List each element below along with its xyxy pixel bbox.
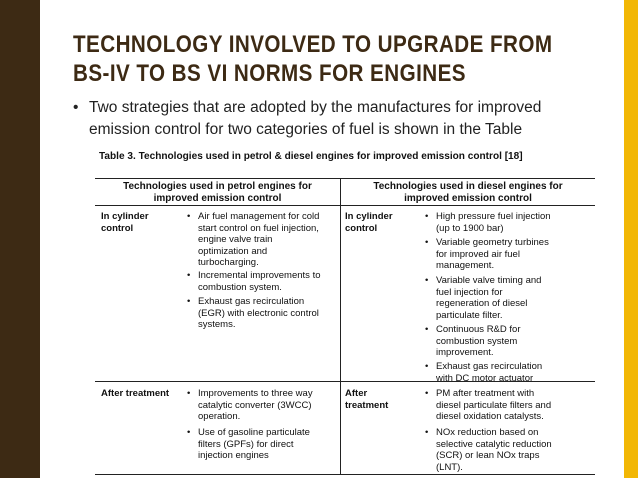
item-line: combustion system. xyxy=(198,281,282,293)
item-line: Improvements to three way xyxy=(198,388,313,399)
item-line: (SCR) or lean NOx traps xyxy=(436,450,540,461)
list-item xyxy=(425,427,593,473)
item-line: Continuous R&D for xyxy=(436,324,521,335)
item-line: (up to 1900 bar) xyxy=(436,222,504,234)
item-line: catalytic converter (3WCC) xyxy=(198,399,312,411)
header-diesel-line-1: Technologies used in diesel engines for xyxy=(373,181,563,192)
left-decorative-band xyxy=(0,0,40,478)
header-petrol xyxy=(95,181,340,205)
slide-title-line-1: TECHNOLOGY INVOLVED TO UPGRADE FROM xyxy=(73,31,553,58)
category-text: In cylinder xyxy=(101,211,149,222)
item-line: Incremental improvements to xyxy=(198,270,321,281)
bullet-text: Two strategies that are adopted by the manufactures for improved emission control for two categories of fuel is shown in the Table xyxy=(89,99,542,138)
item-bullet: • xyxy=(187,270,191,281)
item-line: Variable geometry turbines xyxy=(436,237,549,248)
category-text: After xyxy=(345,388,368,399)
item-line: (LNT). xyxy=(436,461,463,473)
category-petrol-after-treatment xyxy=(101,388,169,400)
item-line: engine valve train xyxy=(198,234,273,245)
item-line: diesel particulate filters and xyxy=(436,399,552,411)
category-text: After treatment xyxy=(101,388,170,399)
item-bullet: • xyxy=(425,361,429,372)
list-item xyxy=(187,296,337,331)
header-diesel-line-2: improved emission control xyxy=(404,193,532,204)
item-line: injection engines xyxy=(198,450,269,461)
list-item xyxy=(187,427,337,462)
item-line: fuel injection for xyxy=(436,286,503,298)
slide-bullet xyxy=(73,97,598,152)
category-text: control xyxy=(101,223,134,234)
header-petrol-line-1: Technologies used in petrol engines for xyxy=(123,181,312,192)
list-item xyxy=(425,361,593,384)
table-caption: Table 3. Technologies used in petrol & diesel engines for improved emission control [18] xyxy=(99,150,523,162)
table-top-border xyxy=(95,178,595,179)
item-bullet: • xyxy=(425,275,429,286)
item-bullet: • xyxy=(425,237,429,248)
slide-title xyxy=(73,30,553,88)
item-line: diesel oxidation catalysts. xyxy=(436,411,544,422)
list-item xyxy=(425,211,593,234)
item-line: NOx reduction based on xyxy=(436,427,539,438)
item-line: regeneration of diesel xyxy=(436,298,528,309)
item-line: Exhaust gas recirculation xyxy=(436,361,543,372)
list-item xyxy=(425,388,593,423)
item-line: management. xyxy=(436,260,495,271)
item-line: combustion system xyxy=(436,335,518,347)
item-line: improvement. xyxy=(436,347,494,358)
table-header-border xyxy=(95,205,595,206)
item-bullet: • xyxy=(187,296,191,307)
item-line: selective catalytic reduction xyxy=(436,438,552,450)
item-bullet: • xyxy=(187,211,191,222)
item-line: operation. xyxy=(198,411,241,422)
category-diesel-in-cylinder xyxy=(345,211,393,235)
header-diesel xyxy=(341,181,595,205)
list-item xyxy=(187,211,337,269)
category-text: control xyxy=(345,223,378,234)
list-item xyxy=(187,388,337,423)
slide-title-line-2: BS-IV TO BS VI NORMS FOR ENGINES xyxy=(73,60,466,87)
category-text: treatment xyxy=(345,400,389,411)
item-line: turbocharging. xyxy=(198,257,259,268)
item-line: filters (GPFs) for direct xyxy=(198,438,294,450)
item-line: Use of gasoline particulate xyxy=(198,427,310,438)
table-image xyxy=(95,148,600,478)
item-bullet: • xyxy=(187,427,191,438)
list-item xyxy=(425,324,593,359)
category-text: In cylinder xyxy=(345,211,393,222)
item-line: systems. xyxy=(198,319,236,330)
right-accent-bar xyxy=(624,0,638,478)
item-bullet: • xyxy=(425,211,429,222)
item-bullet: • xyxy=(425,427,429,438)
item-bullet: • xyxy=(187,388,191,399)
item-line: Air fuel management for cold xyxy=(198,211,320,222)
band-wave-pattern xyxy=(0,0,40,478)
item-line: PM after treatment with xyxy=(436,388,535,399)
item-line: for improved air fuel xyxy=(436,248,520,260)
bullet-marker: • xyxy=(73,99,79,116)
item-line: (EGR) with electronic control xyxy=(198,307,319,319)
table-column-divider xyxy=(340,178,341,474)
item-bullet: • xyxy=(425,324,429,335)
header-petrol-line-2: improved emission control xyxy=(153,193,282,204)
item-line: Exhaust gas recirculation xyxy=(198,296,305,307)
category-petrol-in-cylinder xyxy=(101,211,149,235)
category-diesel-after-treatment xyxy=(345,388,388,412)
list-item xyxy=(425,237,593,272)
item-line: with DC motor actuator xyxy=(436,372,534,384)
item-bullet: • xyxy=(425,388,429,399)
item-line: Variable valve timing and xyxy=(436,275,542,286)
list-item xyxy=(425,275,593,321)
item-line: optimization and xyxy=(198,245,268,257)
list-item xyxy=(187,270,337,293)
item-line: High pressure fuel injection xyxy=(436,211,551,222)
item-line: particulate filter. xyxy=(436,309,503,321)
table-bottom-border xyxy=(95,474,595,475)
item-line: start control on fuel injection, xyxy=(198,222,319,234)
